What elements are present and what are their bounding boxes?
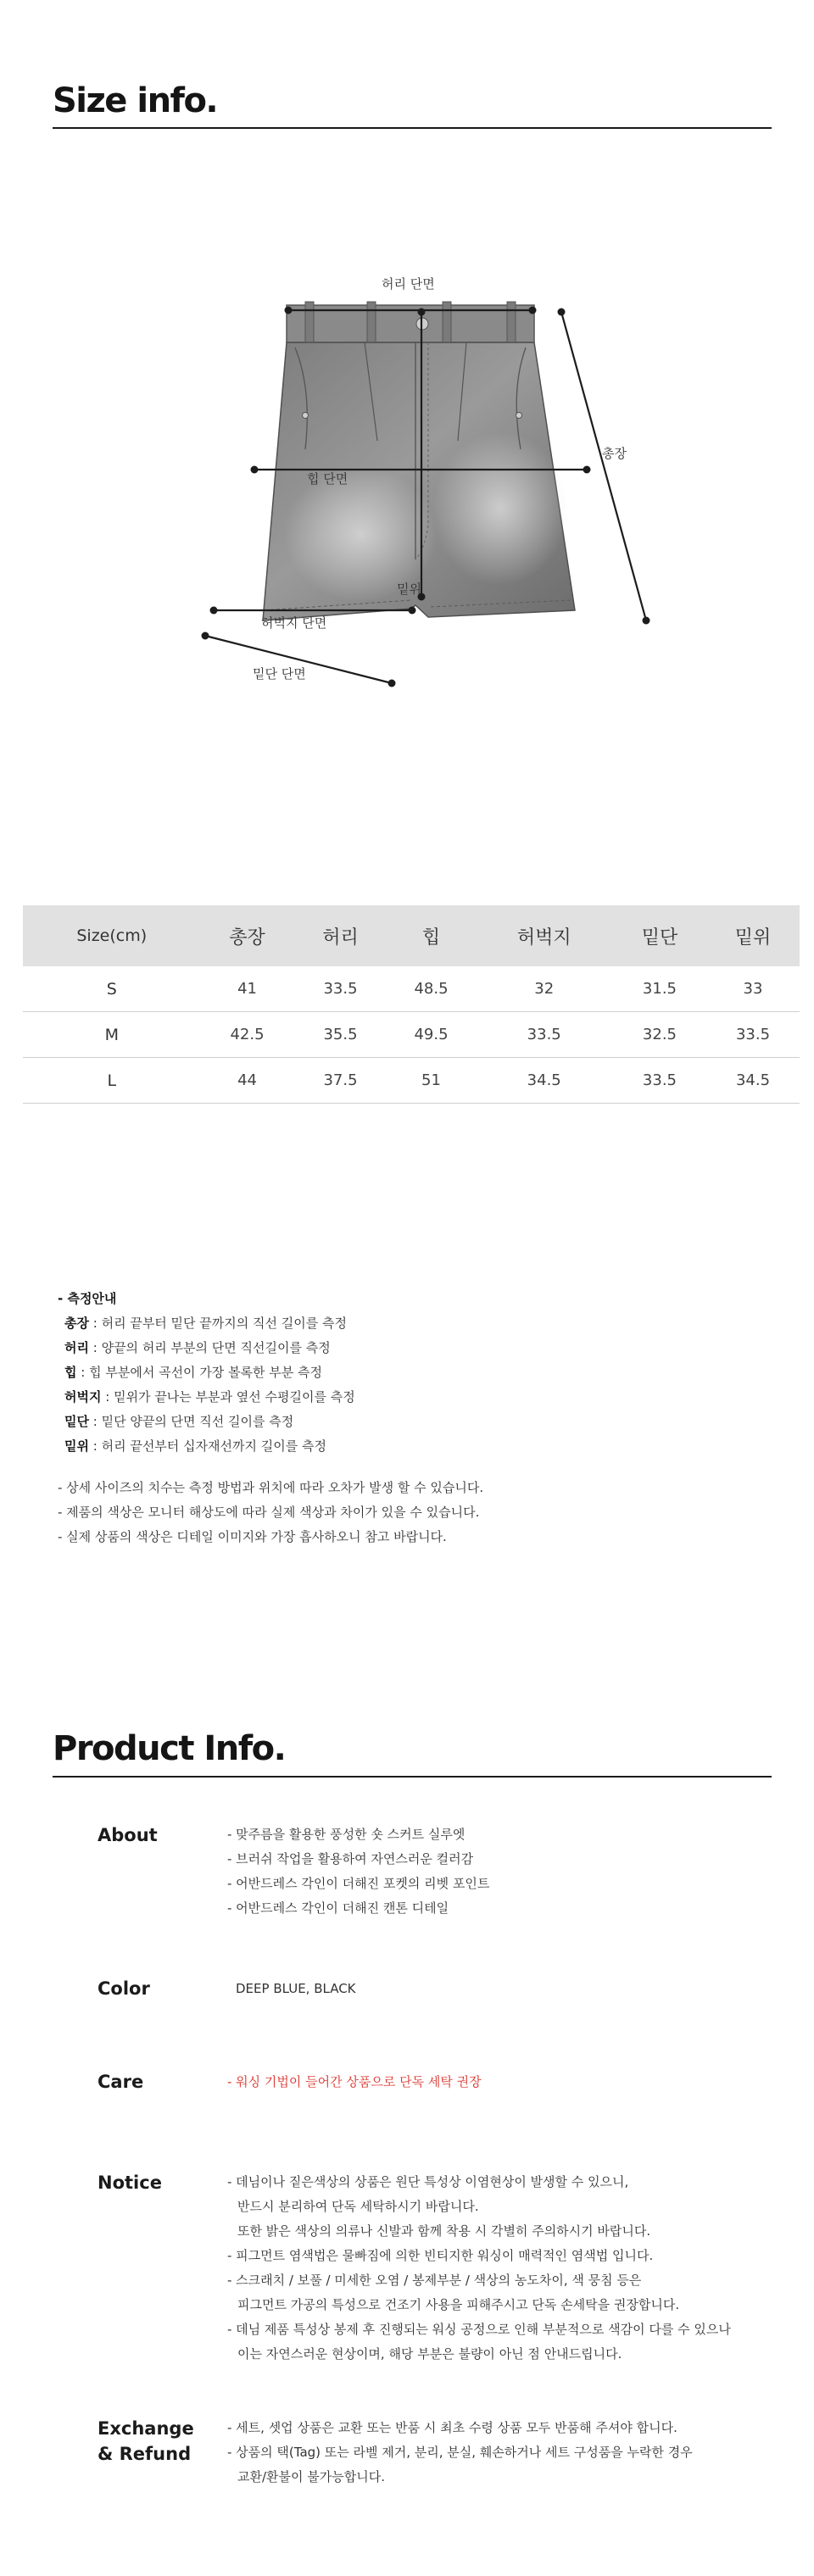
size-table-header: 총장: [201, 905, 294, 966]
note-desc: : 밑위가 끝나는 부분과 옆선 수평길이를 측정: [101, 1389, 355, 1405]
table-row: [23, 1058, 800, 1104]
size-info-divider: [53, 127, 772, 129]
exchange-line: - 상품의 택(Tag) 또는 라벨 제거, 분리, 분실, 훼손하거나 세트 구성품을 누락한 경우: [227, 2445, 693, 2460]
note-term: 허리: [64, 1340, 89, 1355]
shorts-measurement-diagram: [170, 254, 661, 704]
product-info-title: Product Info.: [53, 1729, 286, 1768]
note-item: [58, 1385, 651, 1410]
shorts-illustration: [170, 254, 661, 704]
note-desc: : 힙 부분에서 곡선이 가장 볼록한 부분 측정: [76, 1365, 323, 1380]
table-cell: 35.5: [294, 1012, 387, 1058]
table-cell: 48.5: [387, 966, 476, 1012]
size-table-header: 밑단: [613, 905, 706, 966]
table-cell: 49.5: [387, 1012, 476, 1058]
thigh-label: 허벅지 단면: [261, 615, 327, 631]
notice-line: 또한 밝은 색상의 의류나 신발과 함께 착용 시 각별히 주의하시기 바랍니다.: [237, 2223, 651, 2239]
exchange-line: - 세트, 셋업 상품은 교환 또는 반품 시 최초 수령 상품 모두 반품해 주셔야 합니다.: [227, 2420, 677, 2435]
size-info-title: Size info.: [53, 81, 218, 120]
table-cell: 34.5: [475, 1058, 613, 1104]
table-cell: 32: [475, 966, 613, 1012]
note-term: 밑위: [64, 1438, 89, 1454]
about-line: - 어반드레스 각인이 더해진 포켓의 리벳 포인트: [227, 1876, 490, 1891]
size-table-header: Size(cm): [23, 905, 201, 966]
size-table-header-row: [23, 905, 800, 966]
notice-line: - 스크래치 / 보풀 / 미세한 오염 / 봉제부분 / 색상의 농도차이, 색 뭉침 등은: [227, 2273, 642, 2288]
note-term: 총장: [64, 1316, 89, 1331]
note-desc: : 양끝의 허리 부분의 단면 직선길이를 측정: [88, 1340, 331, 1355]
notice-label: Notice: [98, 2173, 162, 2193]
hem-label: 밑단 단면: [253, 666, 306, 682]
table-cell: 41: [201, 966, 294, 1012]
note-item: [58, 1410, 651, 1434]
notice-line: 이는 자연스러운 현상이며, 해당 부분은 불량이 아닌 점 안내드립니다.: [237, 2346, 622, 2362]
care-value-wrap: [227, 2070, 482, 2095]
product-info-divider: [53, 1776, 772, 1778]
table-row: [23, 1012, 800, 1058]
notice-lines: [227, 2170, 731, 2367]
color-value-wrap: [236, 1977, 356, 2001]
table-cell: 32.5: [613, 1012, 706, 1058]
size-table-header: 허벅지: [475, 905, 613, 966]
table-cell: 33.5: [706, 1012, 800, 1058]
about-line: - 브러쉬 작업을 활용하여 자연스러운 컬러감: [227, 1851, 474, 1867]
size-cell: S: [23, 966, 201, 1012]
size-table-header: 힙: [387, 905, 476, 966]
size-cell: L: [23, 1058, 201, 1104]
table-cell: 44: [201, 1058, 294, 1104]
exchange-label-line: Exchange: [98, 2418, 194, 2439]
note-term: 힙: [64, 1365, 77, 1380]
note-item: [58, 1360, 651, 1385]
note-item: [58, 1311, 651, 1336]
care-value: - 워싱 기법이 들어간 상품으로 단독 세탁 권장: [227, 2074, 482, 2089]
disclaimer-line: - 실제 상품의 색상은 디테일 이미지와 가장 흡사하오니 참고 바랍니다.: [58, 1529, 447, 1544]
about-line: - 맞주름을 활용한 풍성한 숏 스커트 실루엣: [227, 1827, 466, 1842]
notice-line: - 데님 제품 특성상 봉제 후 진행되는 워싱 공정으로 인해 부분적으로 색감이 다를 수 있으나: [227, 2322, 731, 2337]
note-term: 밑단: [64, 1414, 89, 1429]
note-desc: : 허리 끝부터 밑단 끝까지의 직선 길이를 측정: [88, 1316, 348, 1331]
table-cell: 33.5: [294, 966, 387, 1012]
about-lines: [227, 1822, 489, 1921]
table-cell: 33: [706, 966, 800, 1012]
about-label: About: [98, 1825, 158, 1845]
note-item: [58, 1434, 651, 1459]
waist-label: 허리 단면: [382, 276, 435, 292]
note-desc: : 허리 끝선부터 십자재선까지 길이를 측정: [88, 1438, 326, 1454]
note-desc: : 밑단 양끝의 단면 직선 길이를 측정: [88, 1414, 294, 1429]
note-term: 허벅지: [64, 1389, 102, 1405]
table-cell: 37.5: [294, 1058, 387, 1104]
table-cell: 42.5: [201, 1012, 294, 1058]
notice-line: - 피그먼트 염색법은 물빠짐에 의한 빈티지한 워싱이 매력적인 염색법 입니다.: [227, 2248, 654, 2263]
exchange-lines: [227, 2416, 693, 2490]
color-value: DEEP BLUE, BLACK: [236, 1981, 356, 1996]
table-cell: 33.5: [475, 1012, 613, 1058]
notice-line: - 데님이나 짙은색상의 상품은 원단 특성상 이염현상이 발생할 수 있으니,: [227, 2174, 629, 2189]
table-cell: 31.5: [613, 966, 706, 1012]
size-table-header: 밑위: [706, 905, 800, 966]
exchange-label-line: & Refund: [98, 2444, 192, 2464]
about-line: - 어반드레스 각인이 더해진 캔톤 디테일: [227, 1900, 449, 1916]
table-cell: 34.5: [706, 1058, 800, 1104]
note-item: [58, 1336, 651, 1360]
disclaimer-line: - 제품의 색상은 모니터 해상도에 따라 실제 색상과 차이가 있을 수 있습니다.: [58, 1505, 480, 1520]
notice-line: 반드시 분리하여 단독 세탁하시기 바랍니다.: [237, 2199, 479, 2214]
exchange-line: 교환/환불이 불가능합니다.: [237, 2469, 385, 2484]
size-table-header: 허리: [294, 905, 387, 966]
length-label: 총장: [602, 446, 627, 461]
care-label: Care: [98, 2072, 144, 2092]
measurement-notes: [58, 1287, 651, 1549]
disclaimer-line: - 상세 사이즈의 치수는 측정 방법과 위치에 따라 오차가 발생 할 수 있습니다.: [58, 1480, 484, 1495]
notes-heading: - 측정안내: [58, 1291, 117, 1306]
exchange-label: [98, 2416, 194, 2467]
size-table: [23, 905, 800, 1104]
table-cell: 51: [387, 1058, 476, 1104]
table-cell: 33.5: [613, 1058, 706, 1104]
notice-line: 피그먼트 가공의 특성으로 건조기 사용을 피해주시고 단독 손세탁을 권장합니다.: [237, 2297, 680, 2312]
hip-label: 힙 단면: [307, 471, 348, 487]
size-cell: M: [23, 1012, 201, 1058]
table-row: [23, 966, 800, 1012]
rise-label: 밑위: [397, 581, 421, 597]
color-label: Color: [98, 1978, 150, 1999]
